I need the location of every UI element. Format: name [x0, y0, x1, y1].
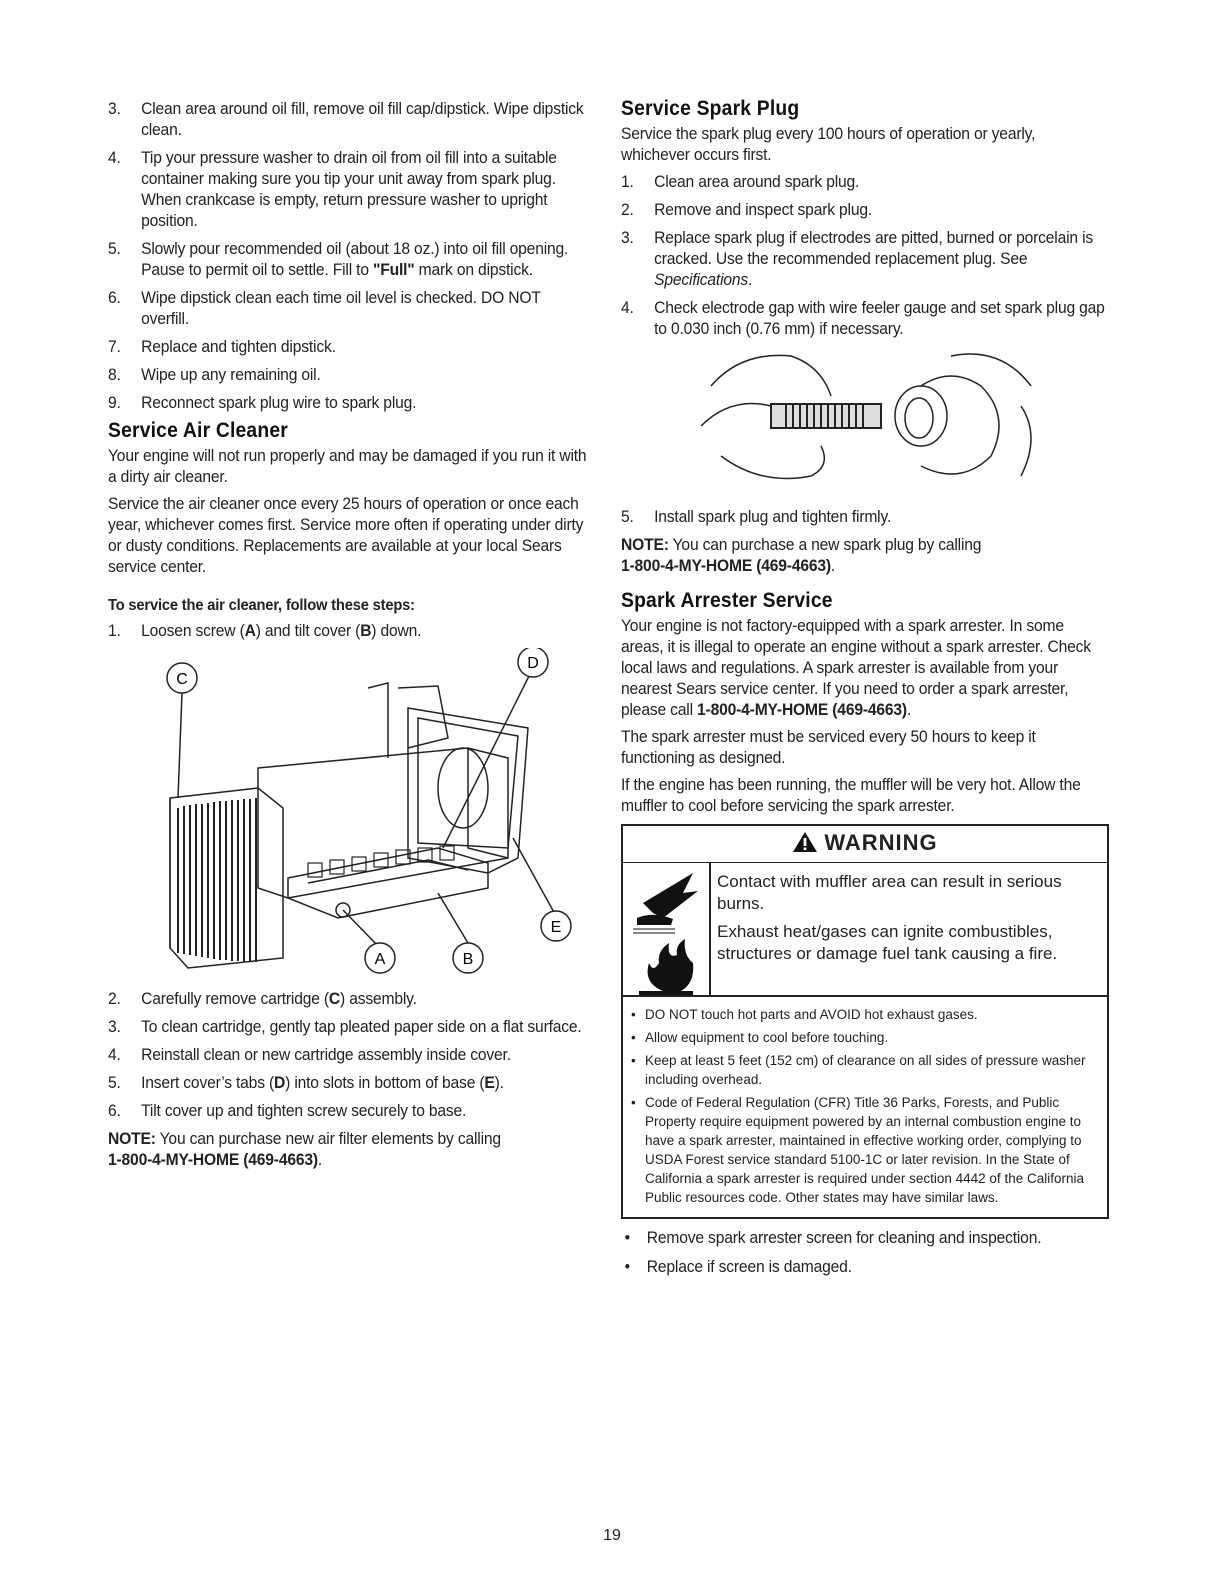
- warning-list: [623, 997, 1107, 1217]
- left-column: [108, 98, 590, 1176]
- callout-b: B: [462, 951, 474, 968]
- air-cleaner-illustration: [108, 648, 590, 978]
- spark-plug-heading: Service Spark Plug: [621, 97, 800, 120]
- list-item: 6. Tilt cover up and tighten screw securely to base.: [108, 1101, 467, 1120]
- warning-line: Contact with muffler area can result in serious burns.: [717, 872, 1062, 913]
- spark-plug-step-5: [621, 506, 1106, 527]
- warning-text: [711, 863, 1077, 995]
- callout-e: E: [550, 919, 562, 936]
- right-column: [621, 98, 1109, 1285]
- list-item: 4. Reinstall clean or new cartridge assembly inside cover.: [108, 1045, 511, 1064]
- warning-body: [623, 863, 1107, 997]
- list-item: 3. Replace spark plug if electrodes are pitted, burned or porcelain is cracked. Use the recommended replacement plug. See Specifications.: [621, 228, 1094, 289]
- warning-title: WARNING: [623, 826, 1107, 863]
- spark-arrester-heading: Spark Arrester Service: [621, 589, 833, 612]
- list-item: • Keep at least 5 feet (152 cm) of clearance on all sides of pressure washer including overhead.: [631, 1051, 1101, 1089]
- list-item: 1. Loosen screw (A) and tilt cover (B) down.: [108, 621, 422, 640]
- list-item: 1. Clean area around spark plug.: [621, 172, 860, 191]
- air-cleaner-paragraph: Your engine will not run properly and may be damaged if you run it with a dirty air cleaner.: [108, 446, 587, 486]
- list-item: 2. Remove and inspect spark plug.: [621, 200, 873, 219]
- hot-surface-and-fire-icon: [623, 863, 709, 995]
- page-number: 19: [603, 1527, 621, 1544]
- list-item: 4. Check electrode gap with wire feeler gauge and set spark plug gap to 0.030 inch (0.76 mm) if necessary.: [621, 298, 1105, 338]
- callout-d: D: [527, 655, 539, 672]
- spark-plug-steps: [621, 171, 1106, 339]
- oil-steps-list: [108, 98, 587, 413]
- list-item: 2. Carefully remove cartridge (C) assembly.: [108, 989, 417, 1008]
- warning-triangle-icon: [792, 831, 818, 853]
- list-item: • Allow equipment to cool before touching.: [631, 1028, 1101, 1047]
- air-cleaner-paragraph: Service the air cleaner once every 25 hours of operation or once each year, whichever comes first. Service more often if operating under dirty or dusty conditions. Replacements are available at your local Sears service center.: [108, 494, 584, 576]
- list-item: • Replace if screen is damaged.: [621, 1256, 1106, 1277]
- list-item: 5. Install spark plug and tighten firmly.: [621, 507, 892, 526]
- air-step-1: [108, 620, 587, 641]
- spark-plug-note: NOTE: You can purchase a new spark plug by calling 1-800-4-MY-HOME (469-4663).: [621, 535, 982, 575]
- arrester-bullets: [621, 1227, 1106, 1277]
- spark-arrester-paragraph: The spark arrester must be serviced every 50 hours to keep it functioning as designed.: [621, 727, 1036, 767]
- spark-plug-drawing: [621, 346, 1109, 496]
- spark-arrester-paragraph: If the engine has been running, the muffler will be very hot. Allow the muffler to cool before servicing the spark arrester.: [621, 775, 1081, 815]
- warning-box: [621, 824, 1109, 1219]
- spark-plug-paragraph: Service the spark plug every 100 hours of operation or yearly, whichever occurs first.: [621, 124, 1036, 164]
- warning-line: Exhaust heat/gases can ignite combustibles, structures or damage fuel tank causing a fire.: [717, 922, 1058, 963]
- list-item: 8. Wipe up any remaining oil.: [108, 365, 321, 384]
- list-item: 5. Insert cover’s tabs (D) into slots in bottom of base (E).: [108, 1073, 504, 1092]
- list-item: • Code of Federal Regulation (CFR) Title 36 Parks, Forests, and Public Property require equipment powered by an internal combustion engine to have a spark arrester, maintained in effective working order, complying to USDA Forest service standard 5100-1C or later revision. In the State of California a spark arrester is required under section 4442 of the California Public resources code. Other states may have similar laws.: [631, 1093, 1101, 1207]
- air-steps-list: [108, 988, 587, 1121]
- air-cleaner-subheading: To service the air cleaner, follow these steps:: [108, 597, 415, 614]
- list-item: 7. Replace and tighten dipstick.: [108, 337, 336, 356]
- list-item: 3. Clean area around oil fill, remove oil fill cap/dipstick. Wipe dipstick clean.: [108, 99, 584, 139]
- list-item: 5. Slowly pour recommended oil (about 18 oz.) into oil fill opening. Pause to permit oil to settle. Fill to "Full" mark on dipstick.: [108, 239, 569, 279]
- warning-icons: [623, 863, 711, 995]
- list-item: 3. To clean cartridge, gently tap pleated paper side on a flat surface.: [108, 1017, 582, 1036]
- air-cleaner-heading: Service Air Cleaner: [108, 419, 288, 442]
- spark-plug-illustration: [621, 346, 1109, 496]
- list-item: • DO NOT touch hot parts and AVOID hot exhaust gases.: [631, 1005, 1101, 1024]
- list-item: 4. Tip your pressure washer to drain oil from oil fill into a suitable container making sure you tip your unit away from spark plug. When crankcase is empty, return pressure washer to upright position.: [108, 148, 557, 230]
- callout-a: A: [374, 951, 386, 968]
- callout-c: C: [176, 671, 188, 688]
- spark-arrester-paragraph: Your engine is not factory-equipped with a spark arrester. In some areas, it is illegal to operate an engine without a spark arrester. Check local laws and regulations. A spark arrester is available from your nearest Sears service center. If you need to order a spark arrester, please call 1-800-4-MY-HOME (469-4663).: [621, 616, 1091, 719]
- list-item: • Remove spark arrester screen for cleaning and inspection.: [621, 1227, 1106, 1248]
- list-item: 6. Wipe dipstick clean each time oil level is checked. DO NOT overfill.: [108, 288, 541, 328]
- air-cleaner-drawing: [108, 648, 590, 978]
- list-item: 9. Reconnect spark plug wire to spark plug.: [108, 393, 417, 412]
- air-note: NOTE: You can purchase new air filter elements by calling 1-800-4-MY-HOME (469-4663).: [108, 1129, 501, 1169]
